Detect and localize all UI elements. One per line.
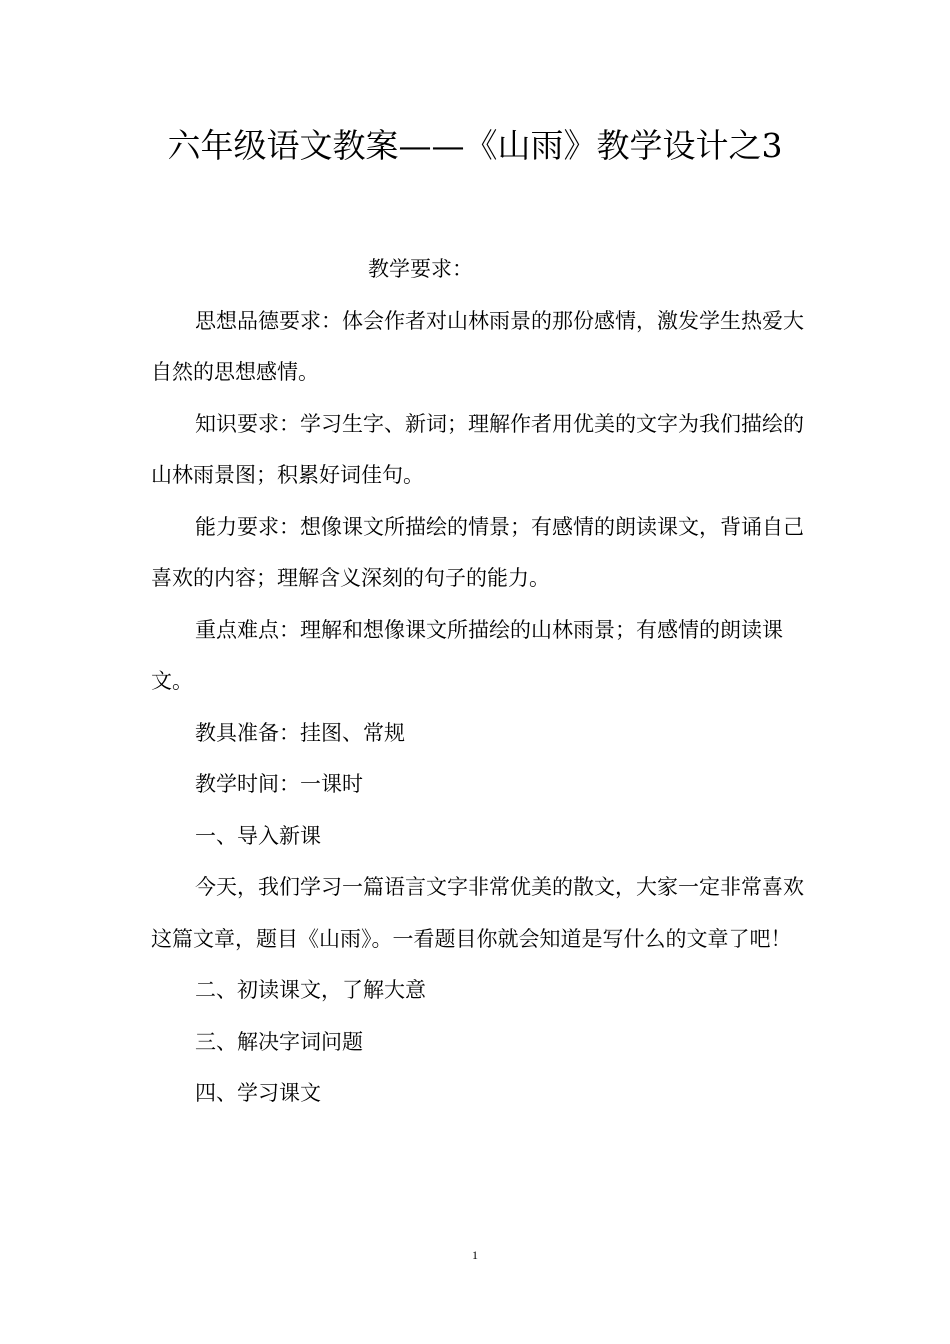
page-number: 1 [472, 1248, 478, 1262]
section-vocabulary: 三、解决字词问题 [195, 1029, 363, 1054]
section-introduction: 一、导入新课 [195, 823, 321, 848]
document-title: 六年级语文教案——《山雨》教学设计之3 [167, 126, 783, 165]
section-study-text: 四、学习课文 [195, 1081, 321, 1105]
paragraph-moral-requirement: 思想品德要求：体会作者对山林雨景的那份感情，激发学生热爱大自然的思想感情。 [151, 308, 804, 384]
paragraph-teaching-aids: 教具准备：挂图、常规 [195, 720, 405, 745]
paragraph-teaching-time: 教学时间：一课时 [195, 772, 363, 796]
section-heading: 教学要求： [368, 257, 473, 281]
paragraph-key-difficulties: 重点难点：理解和想像课文所描绘的山林雨景；有感情的朗读课文。 [151, 617, 783, 693]
document-body [151, 244, 811, 1120]
section-first-reading: 二、初读课文，了解大意 [195, 978, 426, 1002]
paragraph-knowledge-requirement: 知识要求：学习生字、新词；理解作者用优美的文字为我们描绘的山林雨景图；积累好词佳句。 [151, 411, 804, 487]
paragraph-ability-requirement: 能力要求：想像课文所描绘的情景；有感情的朗读课文，背诵自己喜欢的内容；理解含义深刻的句子的能力。 [151, 514, 804, 590]
paragraph-introduction-text: 今天，我们学习一篇语言文字非常优美的散文，大家一定非常喜欢这篇文章，题目《山雨》。一看题目你就会知道是写什么的文章了吧！ [151, 875, 804, 951]
